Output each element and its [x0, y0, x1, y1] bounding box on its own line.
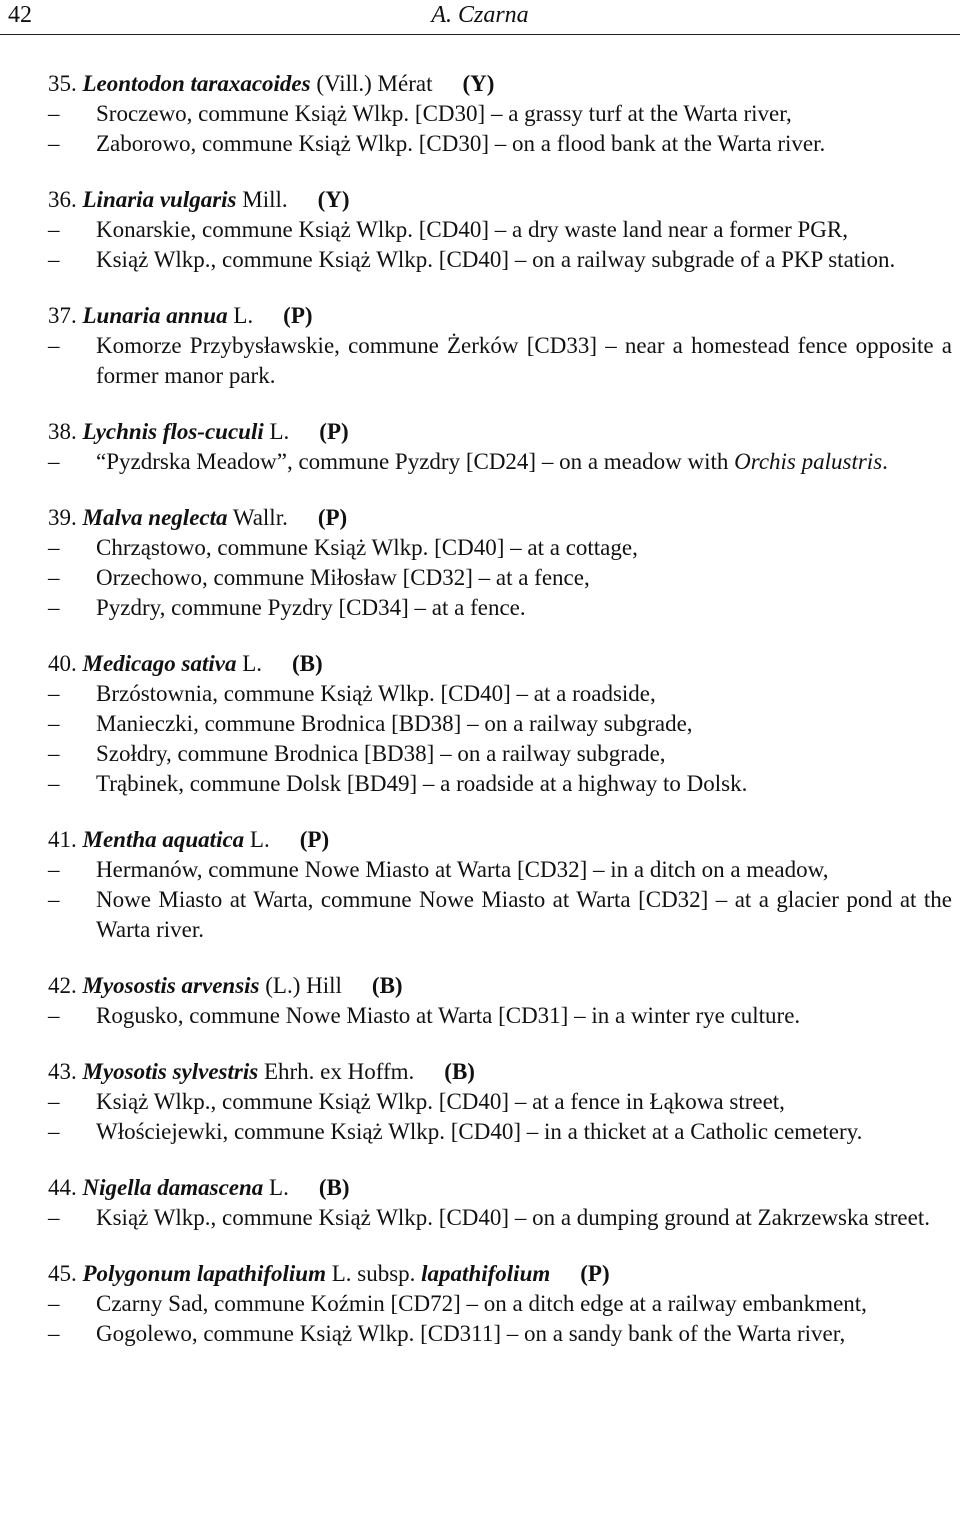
- species-name: Myosostis arvensis: [82, 973, 260, 998]
- species-author: L.: [227, 303, 254, 328]
- status-code: (P): [319, 419, 349, 444]
- page-number: 42: [8, 2, 32, 28]
- species-name: Lychnis flos-cuculi: [82, 419, 264, 444]
- species-name: Lunaria annua: [82, 303, 228, 328]
- dash-marker: –: [48, 1291, 60, 1316]
- species-entry: [48, 185, 952, 275]
- dash-marker: –: [48, 1205, 60, 1230]
- locality-line: [48, 1117, 952, 1147]
- locality-line: [48, 709, 952, 739]
- locality-text: Konarskie, commune Książ Wlkp. [CD40] – a dry waste land near a former PGR,: [96, 217, 848, 242]
- status-code: (P): [580, 1261, 610, 1286]
- subspecies-name: lapathifolium: [421, 1261, 551, 1286]
- dash-marker: –: [48, 333, 60, 358]
- locality-text: Sroczewo, commune Książ Wlkp. [CD30] – a grassy turf at the Warta river,: [96, 101, 792, 126]
- species-name: Mentha aquatica: [82, 827, 245, 852]
- species-author: L.: [244, 827, 270, 852]
- locality-text: Gogolewo, commune Książ Wlkp. [CD311] – on a sandy bank of the Warta river,: [96, 1321, 846, 1346]
- species-entry: [48, 1057, 952, 1147]
- entry-number: 42.: [48, 973, 83, 998]
- dash-marker: –: [48, 771, 60, 796]
- locality-text: Nowe Miasto at Warta, commune Nowe Miasto at Warta [CD32] – at a glacier pond at the Warta river.: [96, 887, 952, 942]
- species-author: L. subsp.: [325, 1261, 422, 1286]
- entry-number: 37.: [48, 303, 83, 328]
- species-name: Medicago sativa: [82, 651, 237, 676]
- dash-marker: –: [48, 565, 60, 590]
- dash-marker: –: [48, 535, 60, 560]
- species-name: Leontodon taraxacoides: [82, 71, 311, 96]
- species-entry: [48, 417, 952, 477]
- locality-line: [48, 563, 952, 593]
- locality-text: Czarny Sad, commune Koźmin [CD72] – on a ditch edge at a railway embankment,: [96, 1291, 867, 1316]
- dash-marker: –: [48, 1089, 60, 1114]
- dash-marker: –: [48, 1321, 60, 1346]
- locality-line: [48, 533, 952, 563]
- locality-text-tail: .: [882, 449, 888, 474]
- locality-text: Książ Wlkp., commune Książ Wlkp. [CD40] – on a dumping ground at Zakrzewska street.: [96, 1205, 930, 1230]
- dash-marker: –: [48, 101, 60, 126]
- species-name: Polygonum lapathifolium: [82, 1261, 326, 1286]
- entry-number: 35.: [48, 71, 83, 96]
- species-entry: [48, 971, 952, 1031]
- species-entry: [48, 503, 952, 623]
- status-code: (P): [317, 505, 348, 530]
- locality-line: [48, 331, 952, 391]
- page-header: [0, 0, 960, 35]
- locality-text: Hermanów, commune Nowe Miasto at Warta [CD32] – in a ditch on a meadow,: [96, 857, 829, 882]
- status-code: (Y): [462, 71, 495, 96]
- entry-number: 36.: [48, 187, 83, 212]
- locality-line: [48, 1087, 952, 1117]
- species-author: (Vill.) Mérat: [310, 71, 433, 96]
- locality-line: [48, 1001, 952, 1031]
- locality-line: [48, 1203, 952, 1233]
- species-author: Mill.: [236, 187, 288, 212]
- entry-heading: [48, 503, 952, 533]
- locality-text: Szołdry, commune Brodnica [BD38] – on a railway subgrade,: [96, 741, 666, 766]
- entry-number: 40.: [48, 651, 83, 676]
- species-author: L.: [263, 419, 290, 444]
- entry-number: 41.: [48, 827, 83, 852]
- locality-line: [48, 447, 952, 477]
- locality-line: [48, 593, 952, 623]
- locality-text: Rogusko, commune Nowe Miasto at Warta [CD31] – in a winter rye culture.: [96, 1003, 801, 1028]
- status-code: (Y): [317, 187, 350, 212]
- species-author: L.: [236, 651, 263, 676]
- species-entry: [48, 825, 952, 945]
- locality-text: Włościejewki, commune Książ Wlkp. [CD40] – in a thicket at a Catholic cemetery.: [96, 1119, 863, 1144]
- locality-text: Brzóstownia, commune Książ Wlkp. [CD40] – at a roadside,: [96, 681, 656, 706]
- entry-heading: [48, 185, 952, 215]
- entry-number: 39.: [48, 505, 83, 530]
- entry-number: 38.: [48, 419, 83, 444]
- locality-line: [48, 679, 952, 709]
- species-entry: [48, 69, 952, 159]
- status-code: (P): [299, 827, 330, 852]
- locality-line: [48, 215, 952, 245]
- dash-marker: –: [48, 131, 60, 156]
- species-name: Malva neglecta: [82, 505, 228, 530]
- locality-text: “Pyzdrska Meadow”, commune Pyzdry [CD24] – on a meadow with: [96, 449, 735, 474]
- dash-marker: –: [48, 887, 60, 912]
- entry-heading: [48, 69, 952, 99]
- dash-marker: –: [48, 247, 60, 272]
- species-list: [48, 69, 952, 1375]
- dash-marker: –: [48, 711, 60, 736]
- entry-heading: [48, 649, 952, 679]
- species-entry: [48, 1173, 952, 1233]
- locality-line: [48, 855, 952, 885]
- species-name: Linaria vulgaris: [82, 187, 237, 212]
- dash-marker: –: [48, 1119, 60, 1144]
- dash-marker: –: [48, 741, 60, 766]
- dash-marker: –: [48, 595, 60, 620]
- locality-line: [48, 885, 952, 945]
- dash-marker: –: [48, 681, 60, 706]
- species-author: (L.) Hill: [259, 973, 342, 998]
- running-head: A. Czarna: [431, 2, 529, 28]
- locality-text: Zaborowo, commune Książ Wlkp. [CD30] – on a flood bank at the Warta river.: [96, 131, 826, 156]
- status-code: (B): [444, 1059, 475, 1084]
- entry-number: 43.: [48, 1059, 83, 1084]
- species-author: Ehrh. ex Hoffm.: [258, 1059, 415, 1084]
- species-author: Wallr.: [227, 505, 288, 530]
- entry-heading: [48, 971, 952, 1001]
- dash-marker: –: [48, 1003, 60, 1028]
- species-entry: [48, 649, 952, 799]
- entry-number: 44.: [48, 1175, 83, 1200]
- locality-line: [48, 245, 952, 275]
- species-entry: [48, 1259, 952, 1349]
- entry-number: 45.: [48, 1261, 83, 1286]
- status-code: (B): [318, 1175, 350, 1200]
- locality-text: Orzechowo, commune Miłosław [CD32] – at a fence,: [96, 565, 590, 590]
- locality-text: Komorze Przybysławskie, commune Żerków [CD33] – near a homestead fence opposite a former manor park.: [96, 333, 952, 388]
- locality-line: [48, 739, 952, 769]
- locality-line: [48, 769, 952, 799]
- locality-text: Książ Wlkp., commune Książ Wlkp. [CD40] – on a railway subgrade of a PKP station.: [96, 247, 896, 272]
- dash-marker: –: [48, 857, 60, 882]
- species-entry: [48, 301, 952, 391]
- entry-heading: [48, 825, 952, 855]
- species-author: L.: [263, 1175, 289, 1200]
- entry-heading: [48, 301, 952, 331]
- entry-heading: [48, 1173, 952, 1203]
- entry-heading: [48, 417, 952, 447]
- locality-text: Trąbinek, commune Dolsk [BD49] – a roadside at a highway to Dolsk.: [96, 771, 748, 796]
- entry-heading: [48, 1259, 952, 1289]
- status-code: (B): [292, 651, 323, 676]
- locality-line: [48, 129, 952, 159]
- locality-text: Manieczki, commune Brodnica [BD38] – on a railway subgrade,: [96, 711, 693, 736]
- status-code: (P): [283, 303, 313, 328]
- locality-line: [48, 1289, 952, 1319]
- species-name: Nigella damascena: [82, 1175, 264, 1200]
- locality-text: Chrząstowo, commune Książ Wlkp. [CD40] – at a cottage,: [96, 535, 638, 560]
- taxon-italic: Orchis palustris: [734, 449, 883, 474]
- locality-text: Książ Wlkp., commune Książ Wlkp. [CD40] – at a fence in Łąkowa street,: [96, 1089, 785, 1114]
- locality-line: [48, 99, 952, 129]
- status-code: (B): [371, 973, 403, 998]
- locality-line: [48, 1319, 952, 1349]
- species-name: Myosotis sylvestris: [82, 1059, 259, 1084]
- dash-marker: –: [48, 449, 60, 474]
- entry-heading: [48, 1057, 952, 1087]
- dash-marker: –: [48, 217, 60, 242]
- locality-text: Pyzdry, commune Pyzdry [CD34] – at a fence.: [96, 595, 526, 620]
